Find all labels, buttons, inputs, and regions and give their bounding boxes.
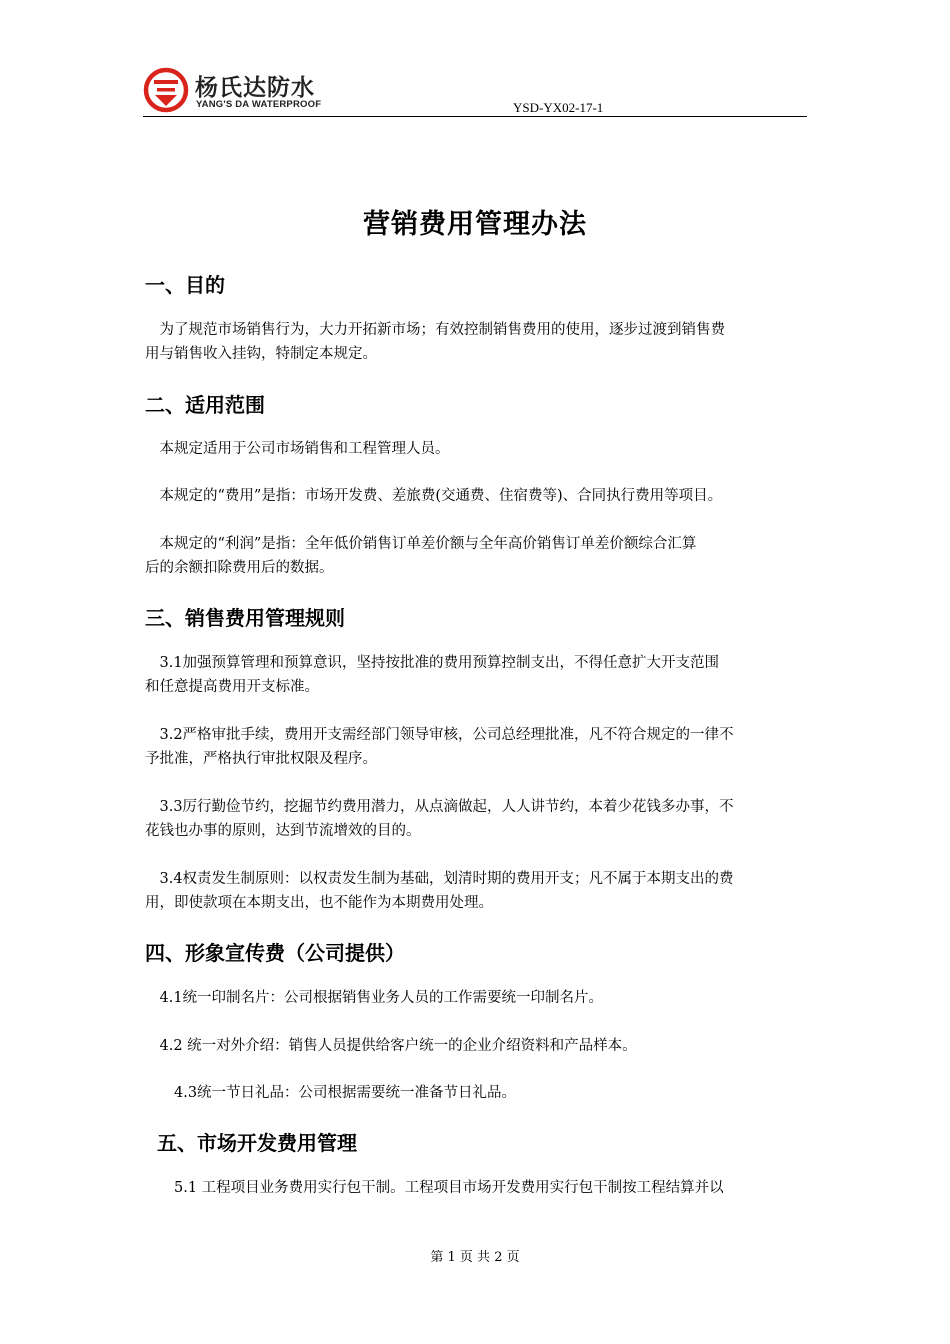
paragraph-line: 用，即使款项在本期支出，也不能作为本期费用处理。 <box>145 895 493 911</box>
paragraph <box>145 1034 810 1058</box>
paragraph-line: 为了规范市场销售行为，大力开拓新市场；有效控制销售费用的使用，逐步过渡到销售费 <box>145 322 725 338</box>
paragraph-line: 予批准，严格执行审批权限及程序。 <box>145 751 377 767</box>
paragraph <box>145 532 810 580</box>
paragraph <box>145 795 810 843</box>
paragraph-line: 3.2严格审批手续，费用开支需经部门领导审核，公司总经理批准，凡不符合规定的一律不 <box>145 727 734 743</box>
section-heading-branding: 四、形象宣传费（公司提供） <box>145 941 405 965</box>
company-logo <box>143 67 343 117</box>
paragraph-line: 3.4权责发生制原则：以权责发生制为基础，划清时期的费用开支；凡不属于本期支出的费 <box>145 871 734 887</box>
logo-chinese-name: 杨氏达防水 <box>195 75 315 101</box>
paragraph-line: 花钱也办事的原则，达到节流增效的目的。 <box>145 823 421 839</box>
paragraph <box>145 986 810 1010</box>
paragraph-line: 后的余额扣除费用后的数据。 <box>145 560 334 576</box>
paragraph <box>145 1081 810 1105</box>
paragraph-line: 5.1 工程项目业务费用实行包干制。工程项目市场开发费用实行包干制按工程结算并以 <box>145 1180 724 1196</box>
paragraph-line: 和任意提高费用开支标准。 <box>145 679 319 695</box>
section-heading-purpose: 一、目的 <box>145 273 225 297</box>
logo-english-name: YANG'S DA WATERPROOF <box>196 99 322 110</box>
paragraph <box>145 484 810 508</box>
section-heading-rules: 三、销售费用管理规则 <box>145 606 345 630</box>
section-heading-market-development: 五、市场开发费用管理 <box>157 1131 357 1155</box>
header-divider <box>143 116 807 117</box>
paragraph <box>145 437 810 461</box>
page-number: 第 1 页 共 2 页 <box>430 1250 520 1265</box>
company-logo-icon <box>143 67 189 113</box>
document-title: 营销费用管理办法 <box>363 209 587 240</box>
paragraph-line: 4.3统一节日礼品：公司根据需要统一准备节日礼品。 <box>145 1085 517 1101</box>
paragraph-line: 用与销售收入挂钩，特制定本规定。 <box>145 346 377 362</box>
paragraph <box>145 1176 810 1200</box>
paragraph-line: 本规定的“利润”是指：全年低价销售订单差价额与全年高价销售订单差价额综合汇算 <box>145 536 697 552</box>
paragraph <box>145 651 810 699</box>
paragraph-line: 3.3厉行勤俭节约，挖掘节约费用潜力，从点滴做起，人人讲节约，本着少花钱多办事，不 <box>145 799 734 815</box>
section-heading-scope: 二、适用范围 <box>145 393 265 417</box>
paragraph-line: 3.1加强预算管理和预算意识，坚持按批准的费用预算控制支出，不得任意扩大开支范围 <box>145 655 720 671</box>
paragraph <box>145 318 810 366</box>
paragraph <box>145 723 810 771</box>
paragraph-line: 4.2 统一对外介绍：销售人员提供给客户统一的企业介绍资料和产品样本。 <box>145 1038 637 1054</box>
paragraph <box>145 867 810 915</box>
paragraph-line: 本规定的“费用”是指：市场开发费、差旅费(交通费、住宿费等)、合同执行费用等项目。 <box>145 488 723 504</box>
document-code: YSD-YX02-17-1 <box>513 100 604 115</box>
paragraph-line: 本规定适用于公司市场销售和工程管理人员。 <box>145 441 450 457</box>
paragraph-line: 4.1统一印制名片：公司根据销售业务人员的工作需要统一印制名片。 <box>145 990 604 1006</box>
